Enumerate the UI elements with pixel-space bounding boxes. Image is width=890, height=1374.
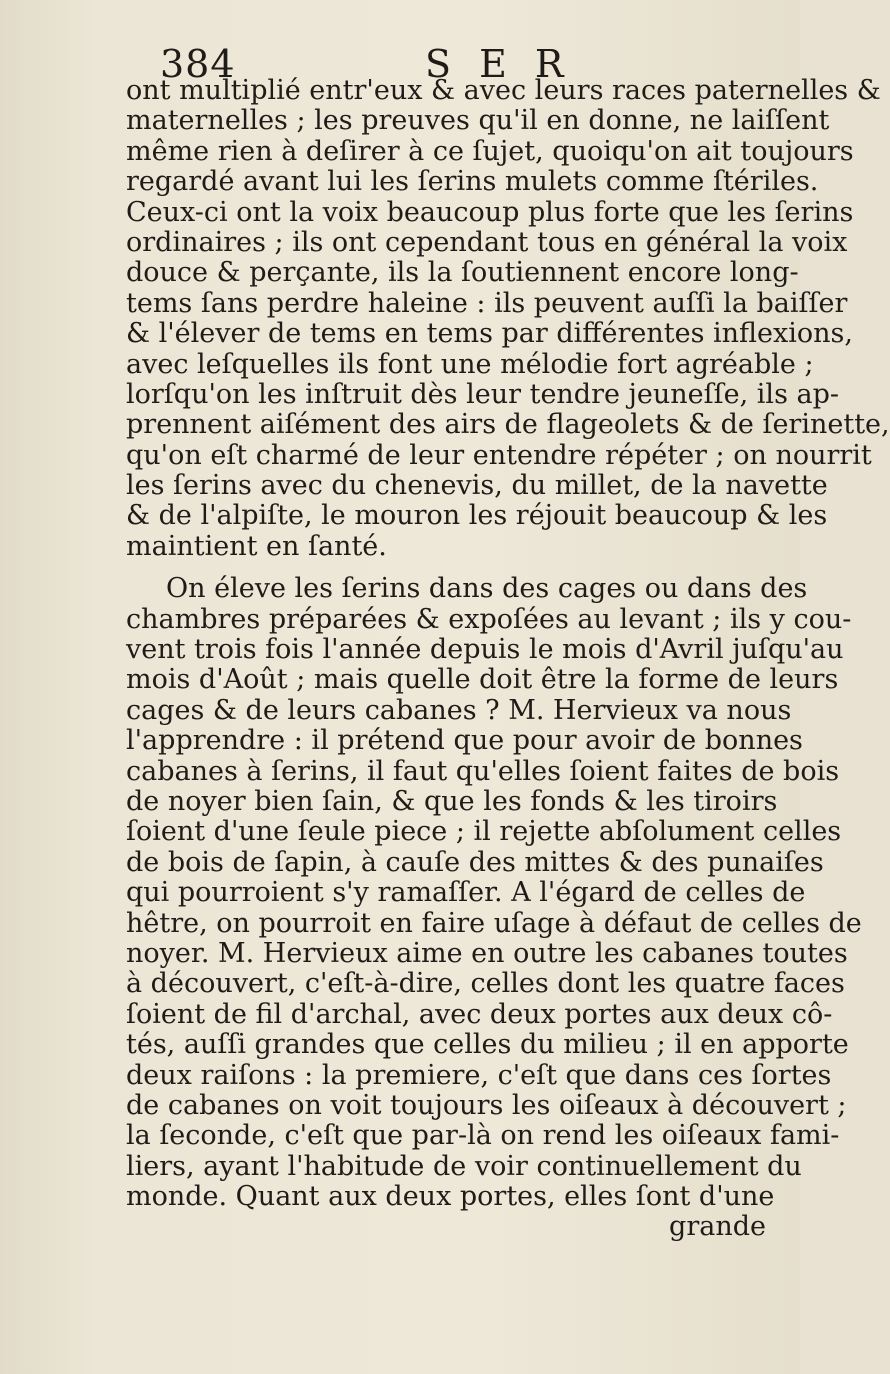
text-line: maternelles ; les preuves qu'il en donne, ne laiſſent bbox=[126, 105, 830, 137]
text-line: prennent aiſément des airs de flageolets & de ſerinette, bbox=[126, 409, 890, 441]
text-line: cages & de leurs cabanes ? M. Hervieux va nous bbox=[126, 694, 792, 726]
text-line: lorſqu'on les inſtruit dès leur tendre jeuneſſe, ils ap- bbox=[126, 378, 840, 410]
text-line: tés, auſſi grandes que celles du milieu ; il en apporte bbox=[126, 1029, 849, 1061]
text-line: de noyer bien ſain, & que les fonds & les tiroirs bbox=[126, 785, 778, 817]
text-line: chambres préparées & expoſées au levant ; ils y cou- bbox=[126, 603, 852, 635]
text-line: tems ſans perdre haleine : ils peuvent auſſi la baiſſer bbox=[126, 287, 848, 319]
text-line: à découvert, c'eſt-à-dire, celles dont les quatre faces bbox=[126, 968, 845, 1000]
text-line: monde. Quant aux deux portes, elles ſont d'une bbox=[126, 1181, 775, 1213]
text-line: de bois de ſapin, à cauſe des mittes & des punaiſes bbox=[126, 846, 824, 878]
paragraph-2 bbox=[126, 573, 862, 1243]
paragraph-1 bbox=[126, 75, 890, 562]
running-head: S E R bbox=[425, 42, 572, 86]
text-line: deux raiſons : la premiere, c'eſt que dans ces ſortes bbox=[126, 1059, 832, 1091]
text-line: ordinaires ; ils ont cependant tous en général la voix bbox=[126, 226, 848, 258]
text-line: cabanes à ſerins, il faut qu'elles ſoient faites de bois bbox=[126, 755, 840, 787]
text-line: qu'on eſt charmé de leur entendre répéter ; on nourrit bbox=[126, 439, 872, 471]
text-line: l'apprendre : il prétend que pour avoir de bonnes bbox=[126, 725, 803, 757]
text-line: & de l'alpiſte, le mouron les réjouit beaucoup & les bbox=[126, 500, 828, 532]
text-line: la ſeconde, c'eſt que par-là on rend les oiſeaux fami- bbox=[126, 1120, 840, 1152]
text-line: On éleve les ſerins dans des cages ou dans des bbox=[166, 573, 808, 605]
body-text bbox=[126, 75, 890, 1243]
text-line: mois d'Août ; mais quelle doit être la forme de leurs bbox=[126, 664, 839, 696]
text-line: regardé avant lui les ſerins mulets comme ſtériles. bbox=[126, 166, 819, 198]
text-line: les ſerins avec du chenevis, du millet, de la navette bbox=[126, 470, 828, 502]
text-line: qui pourroient s'y ramaſſer. A l'égard de celles de bbox=[126, 877, 806, 909]
text-line: maintient en ſanté. bbox=[126, 530, 387, 562]
text-line: liers, ayant l'habitude de voir continuellement du bbox=[126, 1150, 802, 1182]
text-line: vent trois fois l'année depuis le mois d'Avril juſqu'au bbox=[126, 634, 844, 666]
text-line: & l'élever de tems en tems par différentes inflexions, bbox=[126, 318, 853, 350]
text-line: ſoient d'une ſeule piece ; il rejette abſolument celles bbox=[126, 816, 842, 848]
text-line: Ceux-ci ont la voix beaucoup plus forte que les ſerins bbox=[126, 196, 854, 228]
text-line: ſoient de fil d'archal, avec deux portes aux deux cô- bbox=[126, 998, 833, 1030]
text-line: noyer. M. Hervieux aime en outre les cabanes toutes bbox=[126, 937, 848, 969]
text-line: même rien à deſirer à ce ſujet, quoiqu'on ait toujours bbox=[126, 135, 854, 167]
text-line: avec leſquelles ils font une mélodie fort agréable ; bbox=[126, 348, 814, 380]
text-line: de cabanes on voit toujours les oiſeaux à découvert ; bbox=[126, 1089, 847, 1121]
text-line: hêtre, on pourroit en faire uſage à défaut de celles de bbox=[126, 907, 862, 939]
text-line: ont multiplié entr'eux & avec leurs races paternelles & bbox=[126, 75, 881, 106]
catchword: grande bbox=[669, 1211, 766, 1243]
page-number: 384 bbox=[160, 42, 236, 86]
text-line: douce & perçante, ils la ſoutiennent encore long- bbox=[126, 257, 799, 289]
